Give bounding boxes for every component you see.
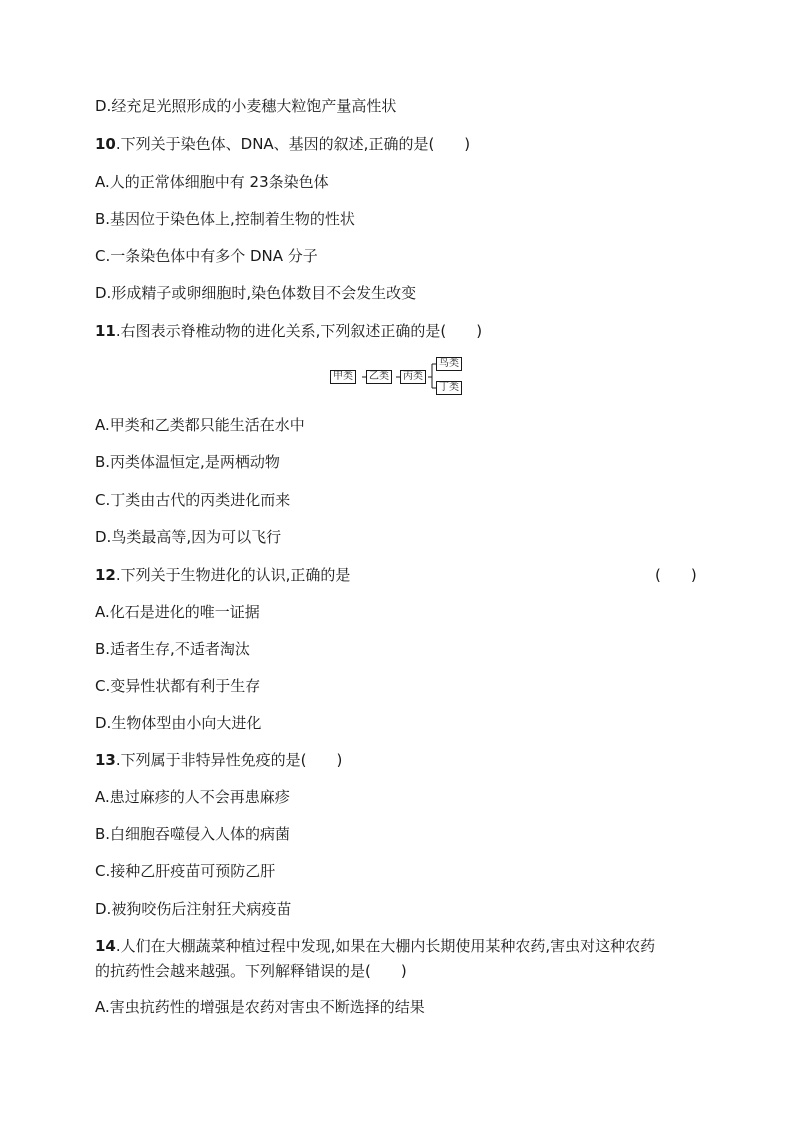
question-text: .下列关于生物进化的认识,正确的是 [115,566,351,584]
q12-option-c: C.变异性状都有利于生存 [95,677,261,695]
q11-option-d: D.鸟类最高等,因为可以飞行 [95,528,282,546]
node-yi: 乙类 [366,370,392,384]
question-13 [95,750,342,770]
q10-option-d: D.形成精子或卵细胞时,染色体数目不会发生改变 [95,284,417,302]
question-14 [95,936,655,956]
question-11 [95,321,482,341]
q14-option-a: A.害虫抗药性的增强是农药对害虫不断选择的结果 [95,998,425,1016]
question-number: 13 [95,751,116,769]
q13-option-d: D.被狗咬伤后注射狂犬病疫苗 [95,900,292,918]
node-jia: 甲类 [330,370,356,384]
question-14-continued: 的抗药性会越来越强。下列解释错误的是( ) [95,962,407,980]
question-number: 12 [95,566,116,584]
q10-option-c: C.一条染色体中有多个 DNA 分子 [95,247,318,265]
evolution-diagram [330,355,470,397]
question-12 [95,565,350,585]
node-ding: 丁类 [436,381,462,395]
q10-option-b: B.基因位于染色体上,控制着生物的性状 [95,210,355,228]
q13-option-c: C.接种乙肝疫苗可预防乙肝 [95,862,276,880]
question-text: .下列关于染色体、DNA、基因的叙述,正确的是( ) [115,135,471,153]
answer-paren: ( ) [655,566,697,584]
question-text: .下列属于非特异性免疫的是( ) [115,751,343,769]
question-number: 11 [95,322,116,340]
q12-option-b: B.适者生存,不适者淘汰 [95,640,250,658]
question-number: 14 [95,937,116,955]
q11-option-a: A.甲类和乙类都只能生活在水中 [95,416,305,434]
node-bing: 丙类 [400,370,426,384]
question-number: 10 [95,135,116,153]
question-text: .右图表示脊椎动物的进化关系,下列叙述正确的是( ) [115,322,483,340]
q11-option-c: C.丁类由古代的丙类进化而来 [95,491,291,509]
q13-option-a: A.患过麻疹的人不会再患麻疹 [95,788,290,806]
node-niao: 鸟类 [436,357,462,371]
q13-option-b: B.白细胞吞噬侵入人体的病菌 [95,825,291,843]
q9-option-d: D.经充足光照形成的小麦穗大粒饱产量高性状 [95,97,397,115]
q12-option-a: A.化石是进化的唯一证据 [95,603,260,621]
question-text: .人们在大棚蔬菜种植过程中发现,如果在大棚内长期使用某种农药,害虫对这种农药 [115,937,656,955]
q12-option-d: D.生物体型由小向大进化 [95,714,262,732]
question-10 [95,134,470,154]
q11-option-b: B.丙类体温恒定,是两栖动物 [95,453,280,471]
q10-option-a: A.人的正常体细胞中有 23条染色体 [95,173,329,191]
